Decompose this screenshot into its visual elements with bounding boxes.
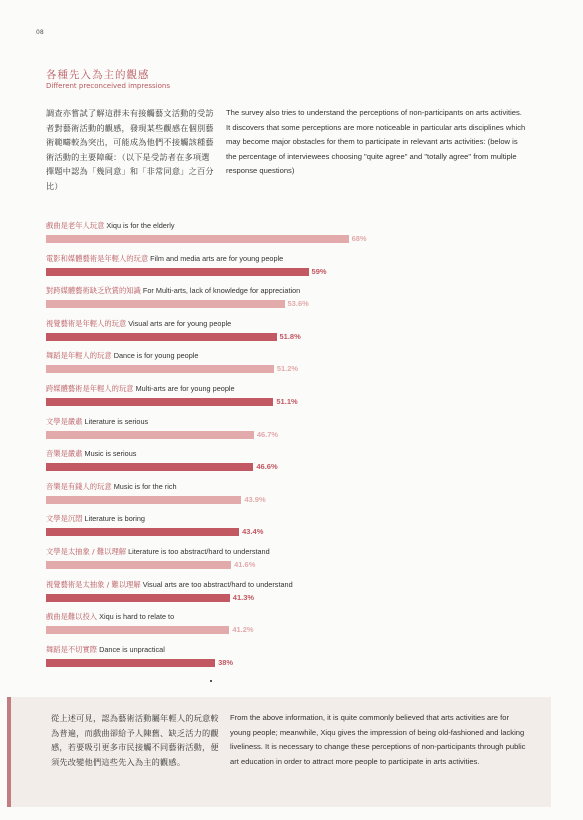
bar-value-label: 46.7%	[256, 429, 279, 439]
section-title-en: Different preconceived impressions	[46, 82, 171, 90]
bar-value-label: 59%	[311, 266, 327, 276]
bar-row	[46, 482, 386, 513]
bar-label-en: Multi-arts are for young people	[133, 384, 235, 393]
summary-paragraph-zh: 從上述可見，認為藝術活動屬年輕人的玩意較為普遍，而戲曲卻給予人陳舊、缺乏活力的觀感，若要吸引更多市民接觸不同藝術活動，便須先改變他們這些先入為主的觀感。	[51, 713, 219, 767]
bar-label-en: Xiqu is for the elderly	[104, 221, 175, 230]
intro-paragraph-zh: 調查亦嘗試了解這群未有接觸藝文活動的受訪者對藝術活動的觀感，發現某些觀感在個別藝術範疇較為突出，可能成為他們不接觸該種藝術活動的主要障礙：（以下是受訪者在多項選擇題中認為「幾同意」和「非常同意」之百分比）	[46, 108, 214, 191]
bar-value-label: 51.1%	[276, 397, 298, 406]
intro-paragraph-en: The survey also tries to understand the perceptions of non-participants on arts activities. It discovers that some perceptions are more noticeable in particular arts disciplines which may become major obstacles for them to participate in relevant arts activities: (below is the percentage of interviewees choosing "quite agree" and "totally agree" from multiple response questions)	[226, 108, 526, 176]
bar-value-label: 38%	[218, 657, 234, 667]
page-number: 08	[36, 29, 44, 36]
bar-label-en: For Multi-arts, lack of knowledge for appreciation	[140, 286, 301, 296]
bar	[46, 594, 230, 602]
bar	[46, 561, 231, 569]
bar-label	[46, 612, 174, 622]
bar-row	[46, 221, 386, 252]
bar-label-zh: 文學是嚴肅	[46, 416, 83, 426]
bar-label-zh: 舞蹈是不切實際	[46, 644, 98, 654]
page-mark	[210, 680, 212, 682]
bar	[46, 496, 241, 504]
bar-value-label: 41.6%	[234, 560, 256, 569]
bar-label-zh: 文學是太抽象 / 難以理解	[46, 547, 127, 556]
bar-label-en: Dance is unpractical	[97, 644, 165, 654]
bar-label-zh: 戲曲是難以投入	[46, 612, 98, 622]
bar-row	[46, 286, 386, 317]
bar	[46, 398, 273, 406]
bar-row	[46, 254, 386, 285]
bar	[46, 235, 349, 243]
bar-label	[46, 547, 270, 557]
bar-label-zh: 對跨媒體藝術缺乏欣賞的知識	[46, 286, 141, 296]
bar	[46, 268, 309, 276]
bar-label-zh: 舞蹈是年輕人的玩意	[46, 351, 112, 361]
bar-label-en: Film and media arts are for young people	[148, 253, 284, 263]
bar	[46, 300, 285, 308]
bar-label	[46, 319, 231, 329]
bar-value-label: 51.8%	[279, 331, 301, 341]
bar-label-zh: 視覺藝術是太抽象 / 難以理解	[46, 579, 141, 589]
bar-label	[46, 286, 300, 296]
summary-box	[7, 697, 551, 807]
summary-paragraph-en: From the above information, it is quite commonly believed that arts activities are for young people; meanwhile, Xiqu gives the impression of being old-fashioned and lacking liveliness. It is necessary to change these perceptions of non-participants through public art education in order to attract more people to participate in arts activities.	[230, 713, 526, 766]
bar-value-label: 51.2%	[276, 364, 299, 374]
section-title-zh: 各種先入為主的觀感	[46, 69, 150, 81]
bar-row	[46, 645, 386, 676]
bar	[46, 333, 277, 341]
bar-row	[46, 580, 386, 611]
bar-label-zh: 戲曲是老年人玩意	[46, 221, 105, 230]
bar-row	[46, 449, 386, 480]
bar-label-en: Xiqu is hard to relate to	[97, 612, 175, 622]
bar-label	[46, 514, 145, 524]
bar-label-en: Literature is too abstract/hard to understand	[126, 547, 270, 556]
bar-label	[46, 254, 283, 264]
bar-row	[46, 351, 386, 382]
bar-label-en: Music is for the rich	[111, 481, 177, 491]
bar-row	[46, 547, 386, 578]
bar	[46, 659, 215, 667]
bar-label	[46, 384, 235, 394]
bar	[46, 528, 239, 536]
bar-row	[46, 514, 386, 545]
bar-label-en: Literature is boring	[82, 514, 145, 524]
bar-label-zh: 電影和媒體藝術是年輕人的玩意	[46, 253, 149, 263]
bar-label-zh: 文學是沉悶	[46, 514, 83, 524]
bar-label	[46, 580, 293, 590]
bar-value-label: 68%	[351, 234, 367, 243]
bar-value-label: 46.6%	[256, 462, 278, 472]
bar-label	[46, 449, 136, 459]
bar-value-label: 41.3%	[232, 592, 255, 602]
bar-value-label: 43.4%	[242, 527, 264, 537]
bar-row	[46, 384, 386, 415]
bar-value-label: 43.9%	[244, 494, 266, 504]
bar-label-en: Visual arts are for young people	[126, 318, 232, 328]
bar-label-zh: 音樂是有錢人的玩意	[46, 481, 112, 491]
bar	[46, 463, 253, 471]
bar-label-zh: 音樂是嚴肅	[46, 449, 83, 459]
bar-value-label: 53.6%	[287, 299, 309, 309]
bar-label-en: Music is serious	[82, 449, 137, 459]
bar-row	[46, 417, 386, 448]
bar-label-en: Visual arts are too abstract/hard to understand	[140, 579, 293, 589]
bar-label	[46, 482, 177, 492]
bar	[46, 626, 229, 634]
bar-label	[46, 221, 175, 231]
bar-label-zh: 視覺藝術是年輕人的玩意	[46, 318, 127, 328]
bar-value-label: 41.2%	[232, 625, 254, 635]
bar-label-en: Dance is for young people	[111, 351, 199, 361]
bar	[46, 365, 274, 373]
bar-label	[46, 351, 198, 361]
bar-label-zh: 跨媒體藝術是年輕人的玩意	[46, 384, 134, 393]
bar-label-en: Literature is serious	[82, 416, 149, 426]
bar-row	[46, 319, 386, 350]
bar-label	[46, 645, 165, 655]
bar-label	[46, 417, 148, 427]
bar-row	[46, 612, 386, 643]
bar	[46, 431, 254, 439]
